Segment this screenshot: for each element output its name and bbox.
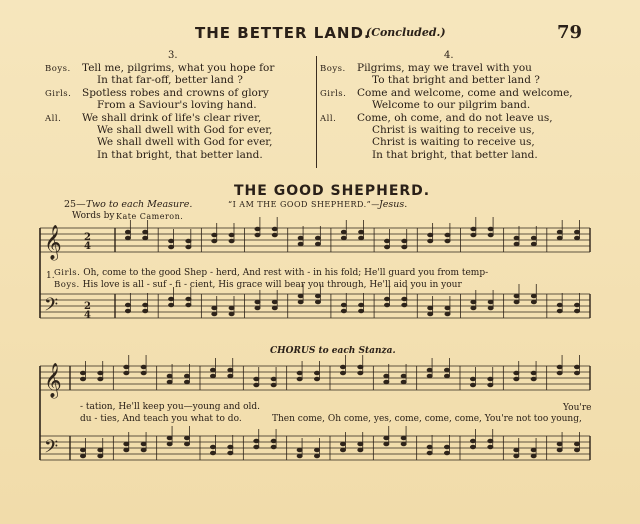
note-head <box>557 442 562 446</box>
song-title: THE GOOD SHEPHERD. <box>234 183 431 199</box>
note-head <box>384 442 389 446</box>
note-head <box>471 233 476 237</box>
note-head <box>531 454 536 458</box>
note-head <box>470 439 475 443</box>
verse-line: In that bright, that better land. <box>372 148 538 161</box>
page-header-title: THE BETTER LAND. <box>195 24 371 42</box>
note-head <box>271 377 276 381</box>
lyrics-line-4: du - ties, And teach you what to do. <box>80 414 242 424</box>
note-head <box>212 233 217 237</box>
verse-line: We shall drink of life's clear river, <box>82 111 262 124</box>
note-head <box>141 365 146 369</box>
note-head <box>401 442 406 446</box>
note-head <box>184 442 189 446</box>
note-head <box>184 380 189 384</box>
note-head <box>184 436 189 440</box>
note-head <box>167 442 172 446</box>
note-head <box>169 239 174 243</box>
note-head <box>359 236 364 240</box>
note-head <box>212 306 217 310</box>
time-signature-treble <box>84 233 91 251</box>
note-head <box>358 371 363 375</box>
lyrics-text-2: His love is all - suf - fi - cient, His grace will bear you through, He'll aid you in your <box>82 280 462 290</box>
note-head <box>80 448 85 452</box>
note-head <box>488 227 493 231</box>
verse-line: Pilgrims, may we travel with you <box>357 62 532 74</box>
note-head <box>557 309 562 313</box>
note-head <box>228 374 233 378</box>
note-head <box>340 442 345 446</box>
note-head <box>488 306 493 310</box>
note-head <box>98 377 103 381</box>
verse-3-number: 3. <box>168 50 178 61</box>
verse-line: Christ is waiting to receive us, <box>372 124 535 136</box>
note-head <box>125 230 130 234</box>
note-head <box>298 294 303 298</box>
note-head <box>574 230 579 234</box>
note-head <box>254 445 259 449</box>
note-head <box>514 236 519 240</box>
note-head <box>445 306 450 310</box>
treble-clef-icon: 𝄞 <box>44 363 62 398</box>
page-number: 79 <box>557 22 583 43</box>
note-head <box>402 239 407 243</box>
note-head <box>488 383 493 387</box>
note-head <box>384 239 389 243</box>
note-head <box>315 242 320 246</box>
verse-line: Come and welcome, come and welcome, <box>357 86 573 99</box>
note-head <box>488 300 493 304</box>
note-head <box>428 306 433 310</box>
note-head <box>125 303 130 307</box>
verse-line: Welcome to our pilgrim band. <box>372 99 531 112</box>
note-head <box>143 230 148 234</box>
note-head <box>143 303 148 307</box>
time-sig-bottom: 4 <box>84 241 91 252</box>
note-head <box>124 365 129 369</box>
note-head <box>186 245 191 249</box>
note-head <box>272 300 277 304</box>
note-head <box>212 239 217 243</box>
note-head <box>384 374 389 378</box>
note-head <box>80 454 85 458</box>
note-head <box>167 380 172 384</box>
note-head <box>401 436 406 440</box>
note-head <box>574 448 579 452</box>
note-head <box>514 294 519 298</box>
note-head <box>470 383 475 387</box>
time-sig-top: 2 <box>84 232 91 243</box>
note-head <box>314 371 319 375</box>
note-head <box>531 371 536 375</box>
note-head <box>169 303 174 307</box>
treble-clef-icon: 𝄞 <box>44 225 62 260</box>
note-head <box>255 233 260 237</box>
note-head <box>271 439 276 443</box>
note-head <box>470 445 475 449</box>
verse-line: From a Saviour's loving hand. <box>97 99 257 112</box>
note-head <box>557 236 562 240</box>
note-head <box>80 377 85 381</box>
note-head <box>428 233 433 237</box>
note-head <box>186 239 191 243</box>
note-head <box>254 377 259 381</box>
note-head <box>358 448 363 452</box>
verse-4-number: 4. <box>444 50 454 61</box>
verse-line: Come, oh come, and do not leave us, <box>357 111 553 124</box>
note-head <box>574 309 579 313</box>
note-head <box>359 303 364 307</box>
note-head <box>402 245 407 249</box>
note-head <box>531 448 536 452</box>
note-head <box>228 368 233 372</box>
note-head <box>574 236 579 240</box>
hymn-number: 25— <box>64 199 86 210</box>
note-head <box>341 230 346 234</box>
note-head <box>298 236 303 240</box>
note-head <box>358 365 363 369</box>
tempo-marking: Two to each Measure. <box>86 199 193 210</box>
note-head <box>514 371 519 375</box>
note-head <box>341 236 346 240</box>
note-head <box>98 371 103 375</box>
note-head <box>184 374 189 378</box>
note-head <box>384 245 389 249</box>
note-head <box>229 233 234 237</box>
note-head <box>169 297 174 301</box>
verse-line: We shall dwell with God for ever, <box>97 124 273 136</box>
note-head <box>340 448 345 452</box>
note-head <box>359 230 364 234</box>
lyrics-speaker-boys: Boys. <box>54 280 80 290</box>
note-head <box>427 445 432 449</box>
note-head <box>384 436 389 440</box>
verse-speaker: Girls. <box>45 88 72 99</box>
note-head <box>557 371 562 375</box>
note-head <box>229 312 234 316</box>
note-head <box>427 368 432 372</box>
verse-speaker: Boys. <box>320 64 346 74</box>
note-head <box>574 303 579 307</box>
lyrics-text-1: Oh, come to the good Shep - herd, And rest with - in his fold; He'll guard you from temp- <box>83 268 489 278</box>
epigraph: “I AM THE GOOD SHEPHERD.”— <box>228 200 380 209</box>
note-head <box>531 242 536 246</box>
lyrics-speaker-girls: Girls. <box>54 268 81 278</box>
note-head <box>488 439 493 443</box>
note-head <box>384 297 389 301</box>
verse-speaker: Boys. <box>45 64 71 74</box>
note-head <box>471 227 476 231</box>
note-head <box>531 377 536 381</box>
note-head <box>297 377 302 381</box>
note-head <box>384 380 389 384</box>
note-head <box>488 233 493 237</box>
verse-line: In that far-off, better land ? <box>97 74 243 87</box>
bass-clef-icon: 𝄢 <box>44 295 59 320</box>
note-head <box>531 236 536 240</box>
note-head <box>229 306 234 310</box>
verse-line: Christ is waiting to receive us, <box>372 136 535 149</box>
note-head <box>359 309 364 313</box>
chorus-label: CHORUS to each Stanza. <box>270 346 396 356</box>
note-head <box>124 442 129 446</box>
note-head <box>402 297 407 301</box>
verse-speaker: All. <box>320 113 337 124</box>
note-head <box>271 445 276 449</box>
note-head <box>428 239 433 243</box>
note-head <box>444 374 449 378</box>
note-head <box>297 371 302 375</box>
note-head <box>488 445 493 449</box>
note-head <box>186 297 191 301</box>
note-head <box>315 300 320 304</box>
note-head <box>314 454 319 458</box>
note-head <box>470 377 475 381</box>
note-head <box>271 383 276 387</box>
note-head <box>341 303 346 307</box>
verse-speaker: All. <box>45 113 62 124</box>
note-head <box>210 368 215 372</box>
epigraph-source: Jesus. <box>379 199 408 210</box>
note-head <box>401 380 406 384</box>
note-head <box>315 294 320 298</box>
note-head <box>445 233 450 237</box>
note-head <box>210 445 215 449</box>
note-head <box>298 300 303 304</box>
verse-line: Tell me, pilgrims, what you hope for <box>82 62 275 74</box>
note-head <box>210 451 215 455</box>
note-head <box>514 454 519 458</box>
note-head <box>141 371 146 375</box>
note-head <box>428 312 433 316</box>
note-head <box>212 312 217 316</box>
stanza-number: 1. <box>46 271 55 281</box>
note-head <box>514 377 519 381</box>
verse-line: Spotless robes and crowns of glory <box>82 86 269 99</box>
note-head <box>471 306 476 310</box>
note-head <box>531 300 536 304</box>
note-head <box>254 383 259 387</box>
verse-speaker: Girls. <box>320 88 347 99</box>
page-header-subtitle: (Concluded.) <box>366 26 446 39</box>
note-head <box>557 303 562 307</box>
note-head <box>167 436 172 440</box>
note-head <box>314 377 319 381</box>
note-head <box>531 294 536 298</box>
note-head <box>557 448 562 452</box>
note-head <box>255 306 260 310</box>
note-head <box>340 371 345 375</box>
note-head <box>574 365 579 369</box>
note-head <box>124 371 129 375</box>
note-head <box>98 448 103 452</box>
note-head <box>125 236 130 240</box>
note-head <box>384 303 389 307</box>
note-head <box>341 309 346 313</box>
note-head <box>80 371 85 375</box>
note-head <box>210 374 215 378</box>
note-head <box>444 445 449 449</box>
note-head <box>124 448 129 452</box>
lyrics-line-3: - tation, He'll keep you—young and old. <box>80 402 261 412</box>
verse-line: To that bright and better land ? <box>372 74 540 87</box>
note-head <box>167 374 172 378</box>
note-head <box>557 365 562 369</box>
note-head <box>514 448 519 452</box>
note-head <box>514 242 519 246</box>
note-head <box>98 454 103 458</box>
note-head <box>143 309 148 313</box>
note-head <box>169 245 174 249</box>
lyrics-line-4-chorus: Then come, Oh come, yes, come, come, come, You're not too young, <box>272 414 582 424</box>
note-head <box>272 227 277 231</box>
note-head <box>125 309 130 313</box>
note-head <box>297 448 302 452</box>
words-by-label: Words by <box>72 211 115 221</box>
note-head <box>514 300 519 304</box>
note-head <box>143 236 148 240</box>
note-head <box>488 377 493 381</box>
note-head <box>314 448 319 452</box>
note-head <box>272 233 277 237</box>
note-head <box>141 442 146 446</box>
note-head <box>445 312 450 316</box>
note-head <box>444 368 449 372</box>
note-head <box>401 374 406 378</box>
note-head <box>297 454 302 458</box>
note-head <box>229 239 234 243</box>
note-head <box>557 230 562 234</box>
note-head <box>255 227 260 231</box>
verse-line: We shall dwell with God for ever, <box>97 136 273 149</box>
note-head <box>141 448 146 452</box>
lyrics-line-2 <box>54 280 462 290</box>
note-head <box>445 239 450 243</box>
note-head <box>186 303 191 307</box>
note-head <box>228 445 233 449</box>
note-head <box>315 236 320 240</box>
time-sig-top: 2 <box>84 301 91 312</box>
lyrics-line-1 <box>54 268 488 278</box>
note-head <box>427 374 432 378</box>
note-head <box>255 300 260 304</box>
note-head <box>340 365 345 369</box>
note-head <box>298 242 303 246</box>
note-head <box>444 451 449 455</box>
note-head <box>427 451 432 455</box>
note-head <box>254 439 259 443</box>
note-head <box>272 306 277 310</box>
verse-line: In that bright, that better land. <box>97 148 263 161</box>
note-head <box>228 451 233 455</box>
note-head <box>574 371 579 375</box>
bass-clef-icon: 𝄢 <box>44 437 59 462</box>
time-sig-bottom: 4 <box>84 310 91 321</box>
note-head <box>471 300 476 304</box>
note-head <box>402 303 407 307</box>
words-by-name: Kate Cameron. <box>116 212 184 221</box>
lyrics-line-3-end: You're <box>563 403 592 413</box>
note-head <box>358 442 363 446</box>
time-signature-bass <box>84 302 91 320</box>
note-head <box>574 442 579 446</box>
